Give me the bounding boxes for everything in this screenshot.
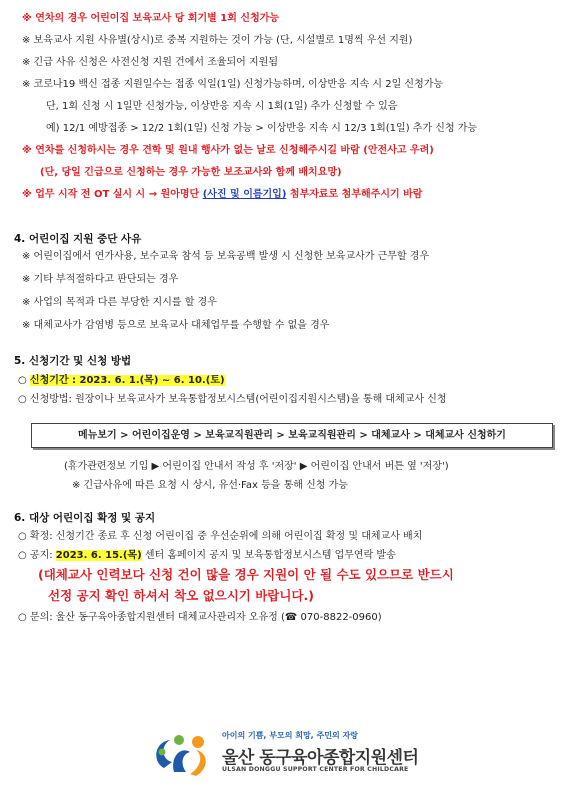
note-ot-link: (사진 및 이름기입)	[202, 189, 287, 200]
logo-english: ULSAN DONGGU SUPPORT CENTER FOR CHILDCARE	[222, 766, 409, 773]
warning-line-2: 선정 공지 확인 하셔서 착오 없으시기 바랍니다.)	[48, 588, 314, 603]
logo-name: 울산 동구육아종합지원센터	[222, 748, 419, 768]
application-method: ○ 신청방법: 원장이나 보육교사가 보육통합정보시스템(어린이집지원시스템)을 통해 대체교사 신청	[18, 394, 447, 405]
method-note: (휴가관련정보 기입 ▶ 어린이집 안내서 작성 후 '저장' ▶ 어린이집 안내서 버튼 옆 '저장')	[64, 461, 449, 472]
menu-path-box: 메뉴보기 > 어린이집운영 > 보육교직원관리 > 보육교직원관리 > 대체교사 > 대체교사 신청하기	[31, 423, 553, 448]
section6-heading: 6. 대상 어린이집 확정 및 공지	[14, 512, 156, 524]
application-period-value: 신청기간 : 2023. 6. 1.(목) ~ 6. 10.(토)	[29, 375, 225, 386]
notice-prefix: ○ 공지:	[18, 550, 56, 561]
notice-line	[18, 549, 396, 563]
logo-slogan	[222, 730, 358, 741]
note-duplicate-support: ※ 보육교사 지원 사유별(상시)로 중복 지원하는 것이 가능 (단, 시설별로 1명씩 우선 지원)	[22, 35, 413, 46]
note-covid: ※ 코로나19 백신 접종 지원일수는 접종 익일(1일) 신청가능하며, 이상반응 지속 시 2일 신청가능	[22, 79, 444, 90]
section4-item: ※ 어린이집에서 연가사용, 보수교육 참석 등 보육공백 발생 시 신청한 보육교사가 근무할 경우	[22, 251, 430, 262]
note-covid-detail: 단, 1회 신청 시 1일만 신청가능, 이상반응 지속 시 1회(1일) 추가 신청할 수 있음	[46, 101, 398, 112]
note-urgent: ※ 긴급 사유 신청은 사전신청 지원 건에서 조율되어 지원됨	[22, 57, 278, 68]
note-ot-a: ※ 업무 시작 전 OT 실시 시 → 원아명단	[22, 189, 203, 200]
note-ot-c: 첨부자료로 첨부해주시기 바람	[286, 189, 423, 200]
section5-heading: 5. 신청기간 및 신청 방법	[14, 355, 132, 367]
section4-item: ※ 사업의 목적과 다른 부당한 지시를 할 경우	[22, 297, 217, 308]
section4-item: ※ 대체교사가 감염병 등으로 보육교사 대체업무를 수행할 수 없을 경우	[22, 320, 330, 331]
section4-heading: 4. 어린이집 지원 중단 사유	[14, 233, 142, 245]
section4-item: ※ 기타 부적절하다고 판단되는 경우	[22, 274, 179, 285]
center-emblem-icon	[150, 728, 216, 780]
center-logo	[150, 728, 450, 780]
urgent-note: ※ 긴급사유에 따른 요청 시 상시, 유선·Fax 등을 통해 신청 가능	[72, 480, 348, 491]
notice-date: 2023. 6. 15.(목)	[55, 550, 142, 561]
note-ot	[22, 188, 422, 202]
note-leave-request: ※ 연차를 신청하시는 경우 견학 및 원내 행사가 없는 날로 신청해주시길 바람 (안전사고 우려)	[22, 145, 434, 156]
contact-line: ○ 문의: 울산 동구육아종합지원센터 대체교사관리자 오유정 (☎ 070-8822-0960)	[18, 612, 382, 623]
note-leave-urgent: (단, 당일 긴급으로 신청하는 경우 가능한 보조교사와 함께 배치요망)	[40, 167, 342, 178]
warning-line-1: (대체교사 인력보다 신청 건이 많을 경우 지원이 안 될 수도 있으므로 반드시	[38, 567, 454, 582]
application-period	[18, 374, 225, 388]
bullet: ○	[18, 375, 30, 386]
note-covid-example: 예) 12/1 예방접종 > 12/2 1회(1일) 신청 가능 > 이상반응 지속 시 12/3 1회(1일) 추가 신청 가능	[46, 123, 478, 134]
logo-slogan-text: 아이의 기쁨, 부모의 희망, 주민의 자랑	[222, 731, 358, 740]
notice-rest: 센터 홈페이지 공지 및 보육통합정보시스템 업무연락 발송	[141, 550, 396, 561]
confirm-line: ○ 확정: 신청기간 종료 후 신청 어린이집 중 우선순위에 의해 어린이집 확정 및 대체교사 배치	[18, 531, 423, 542]
note-annual-leave: ※ 연차의 경우 어린이집 보육교사 당 회기별 1회 신청가능	[22, 13, 280, 24]
